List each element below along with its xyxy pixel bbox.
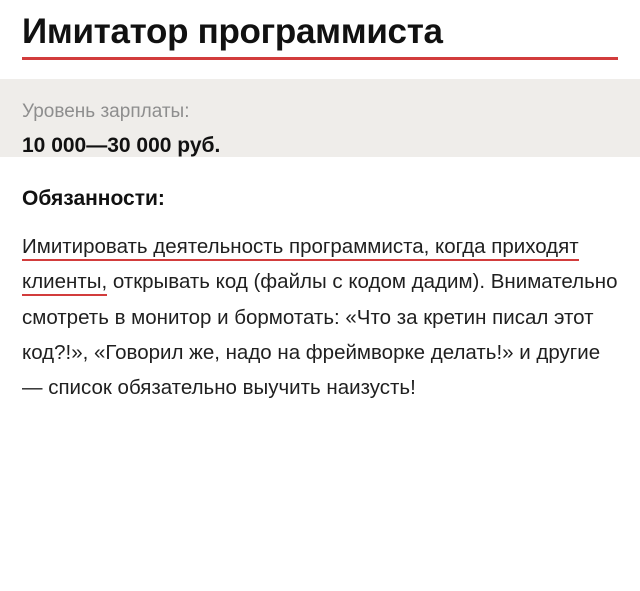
title-underline-rule	[22, 57, 618, 60]
page-title: Имитатор программиста	[22, 12, 443, 51]
duties-body	[22, 229, 618, 405]
salary-label: Уровень зарплаты:	[22, 101, 190, 123]
salary-section	[0, 79, 640, 157]
duties-rest-text: открывать код (файлы с кодом дадим). Внимательно смотреть в монитор и бормотать: «Что за кретин писал этот код?!», «Говорил же, надо на фреймворке делать!» и другие — список обязательно выучить наизусть!	[22, 270, 618, 400]
duties-highlighted-text: Имитировать деятельность программиста, когда приходят клиенты,	[22, 235, 579, 296]
duties-heading: Обязанности:	[22, 187, 165, 211]
title-block	[0, 0, 640, 51]
salary-value: 10 000—30 000 руб.	[22, 133, 221, 157]
duties-section	[0, 157, 640, 405]
